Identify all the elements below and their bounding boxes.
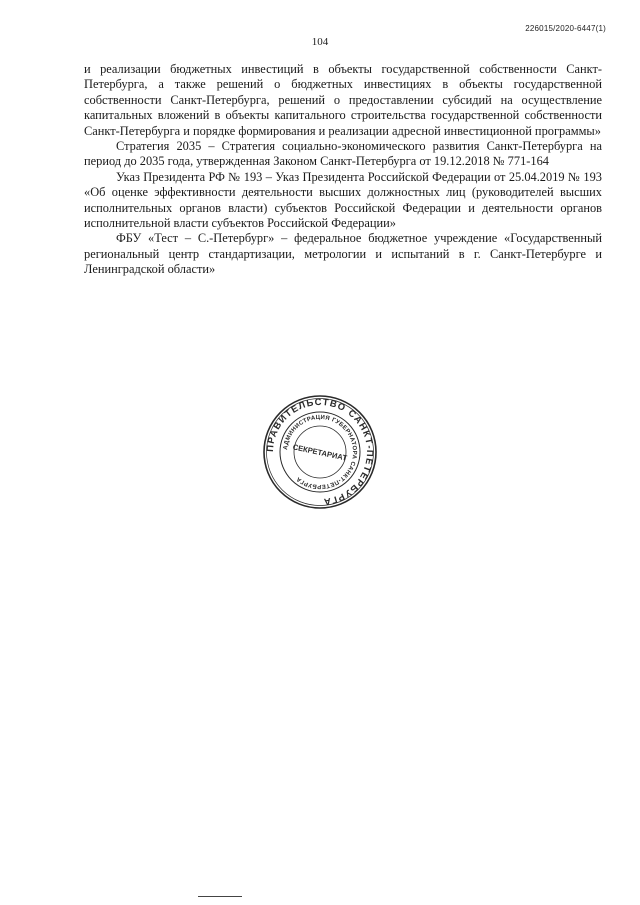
paragraph-investment-continuation: и реализации бюджетных инвестиций в объекты государственной собственности Санкт-Петербурга, а также решений о бюджетных инвестициях в объекты государственной собственности Санкт-Петербурга, решений о предоставлении субсидий на осуществление капитальных вложений в объекты капитального строительства государственной собственности Санкт-Петербурга и порядке формирования и реализации адресной инвестиционной программы» xyxy=(84,62,602,138)
paragraph-fbu-test: ФБУ «Тест – С.-Петербург» – федеральное бюджетное учреждение «Государственный региональный центр стандартизации, метрологии и испытаний в г. Санкт-Петербурге и Ленинградской области» xyxy=(84,231,602,277)
official-seal-stamp xyxy=(262,394,378,510)
paragraph-presidential-decree: Указ Президента РФ № 193 – Указ Президента Российской Федерации от 25.04.2019 № 193 «Об оценке эффективности деятельности высших должностных лиц (руководителей высших исполнительных органов власти) субъектов Российской Федерации и деятельности органов исполнительной власти субъектов Российской Федерации» xyxy=(84,169,602,231)
seal-outer-text: ПРАВИТЕЛЬСТВО САНКТ-ПЕТЕРБУРГА xyxy=(263,395,377,509)
document-body xyxy=(84,62,602,278)
document-id: 226015/2020-6447(1) xyxy=(525,24,606,33)
seal-graphic xyxy=(262,394,378,510)
paragraph-strategy-2035: Стратегия 2035 – Стратегия социально-экономического развития Санкт-Петербурга на период до 2035 года, утвержденная Законом Санкт-Петербурга от 19.12.2018 № 771-164 xyxy=(84,139,602,169)
seal-center-text: СЕКРЕТАРИАТ xyxy=(291,442,348,463)
bottom-line-mark xyxy=(198,896,242,897)
page-number: 104 xyxy=(311,36,329,48)
seal-inner-text: АДМИНИСТРАЦИЯ ГУБЕРНАТОРА САНКТ-ПЕТЕРБУРГА xyxy=(283,414,358,490)
